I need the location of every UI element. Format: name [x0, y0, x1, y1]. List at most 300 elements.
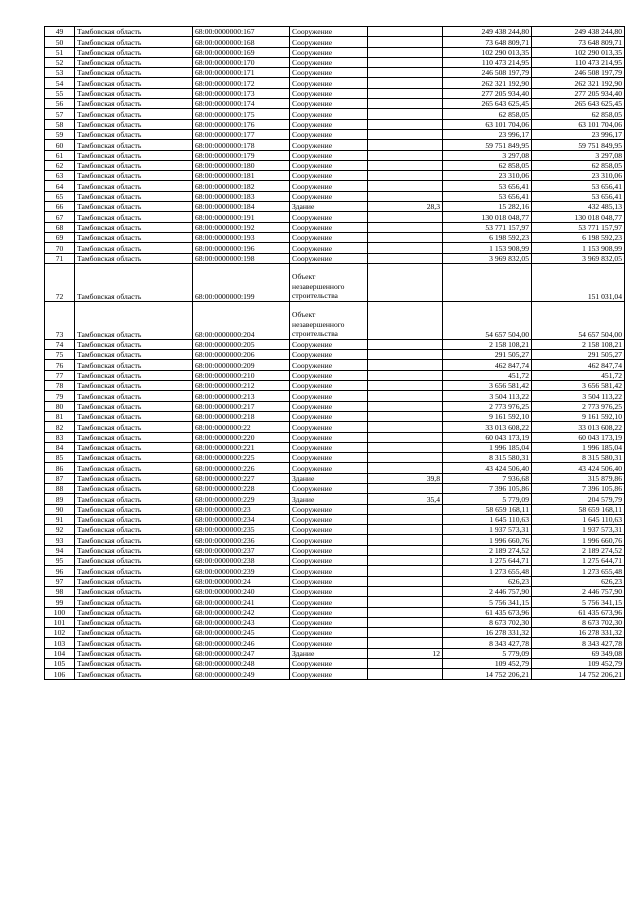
table-row: [45, 27, 625, 37]
region-cell: Тамбовская область: [75, 339, 193, 349]
value-cell: 2 189 274,52: [443, 545, 532, 555]
table-row: [45, 222, 625, 232]
area-cell: [368, 78, 443, 88]
region-cell: Тамбовская область: [75, 243, 193, 253]
region-cell: Тамбовская область: [75, 514, 193, 524]
table-row: [45, 669, 625, 679]
value-cell: 5 779,09: [443, 494, 532, 504]
object-type-cell: Сооружение: [290, 545, 368, 555]
table-row: [45, 181, 625, 191]
area-cell: [368, 638, 443, 648]
value-cell: 61 435 673,96: [443, 607, 532, 617]
total-cell: 62 858,05: [532, 109, 625, 119]
region-cell: Тамбовская область: [75, 576, 193, 586]
object-type-cell: Сооружение: [290, 232, 368, 242]
cadastral-number-cell: 68:00:0000000:217: [193, 401, 290, 411]
table-row: [45, 659, 625, 669]
region-cell: Тамбовская область: [75, 202, 193, 212]
cadastral-number-cell: 68:00:0000000:238: [193, 556, 290, 566]
region-cell: Тамбовская область: [75, 360, 193, 370]
row-number: 78: [45, 381, 75, 391]
row-number: 88: [45, 483, 75, 493]
area-cell: [368, 360, 443, 370]
area-cell: [368, 37, 443, 47]
cadastral-number-cell: 68:00:0000000:236: [193, 535, 290, 545]
cadastral-number-cell: 68:00:0000000:192: [193, 222, 290, 232]
cadastral-number-cell: 68:00:0000000:171: [193, 68, 290, 78]
table-row: [45, 576, 625, 586]
object-type-cell: Сооружение: [290, 27, 368, 37]
total-cell: 60 043 173,19: [532, 432, 625, 442]
object-type-cell: Сооружение: [290, 370, 368, 380]
value-cell: 1 996 185,04: [443, 442, 532, 452]
total-cell: 33 013 608,22: [532, 422, 625, 432]
total-cell: 204 579,79: [532, 494, 625, 504]
table-row: [45, 160, 625, 170]
cadastral-number-cell: 68:00:0000000:184: [193, 202, 290, 212]
object-type-cell: Сооружение: [290, 181, 368, 191]
total-cell: 265 643 625,45: [532, 99, 625, 109]
total-cell: 432 485,13: [532, 202, 625, 212]
table-row: [45, 535, 625, 545]
total-cell: 53 656,41: [532, 191, 625, 201]
area-cell: 39,8: [368, 473, 443, 483]
object-type-cell: Сооружение: [290, 109, 368, 119]
table-row: [45, 483, 625, 493]
table-row: [45, 401, 625, 411]
table-row: [45, 463, 625, 473]
area-cell: [368, 350, 443, 360]
area-cell: [368, 88, 443, 98]
total-cell: 462 847,74: [532, 360, 625, 370]
total-cell: 73 648 809,71: [532, 37, 625, 47]
table-row: [45, 556, 625, 566]
value-cell: 2 158 108,21: [443, 339, 532, 349]
region-cell: Тамбовская область: [75, 659, 193, 669]
value-cell: 277 205 934,40: [443, 88, 532, 98]
region-cell: Тамбовская область: [75, 638, 193, 648]
row-number: 63: [45, 171, 75, 181]
area-cell: [368, 47, 443, 57]
object-type-cell: Сооружение: [290, 253, 368, 263]
cadastral-number-cell: 68:00:0000000:182: [193, 181, 290, 191]
region-cell: Тамбовская область: [75, 586, 193, 596]
value-cell: 462 847,74: [443, 360, 532, 370]
area-cell: [368, 586, 443, 596]
table-row: [45, 150, 625, 160]
region-cell: Тамбовская область: [75, 432, 193, 442]
object-type-cell: Сооружение: [290, 222, 368, 232]
total-cell: 59 751 849,95: [532, 140, 625, 150]
object-type-cell: Сооружение: [290, 628, 368, 638]
object-type-cell: Сооружение: [290, 442, 368, 452]
region-cell: Тамбовская область: [75, 494, 193, 504]
area-cell: [368, 253, 443, 263]
table-row: [45, 514, 625, 524]
row-number: 101: [45, 617, 75, 627]
total-cell: 262 321 192,90: [532, 78, 625, 88]
total-cell: 3 297,08: [532, 150, 625, 160]
cadastral-number-cell: 68:00:0000000:170: [193, 57, 290, 67]
value-cell: 8 673 702,30: [443, 617, 532, 627]
value-cell: 262 321 192,90: [443, 78, 532, 88]
object-type-cell: Сооружение: [290, 514, 368, 524]
region-cell: Тамбовская область: [75, 181, 193, 191]
object-type-cell: Здание: [290, 494, 368, 504]
table-row: [45, 607, 625, 617]
row-number: 103: [45, 638, 75, 648]
value-cell: 23 310,06: [443, 171, 532, 181]
region-cell: Тамбовская область: [75, 483, 193, 493]
table-row: [45, 119, 625, 129]
total-cell: 8 343 427,78: [532, 638, 625, 648]
area-cell: [368, 150, 443, 160]
row-number: 90: [45, 504, 75, 514]
cadastral-number-cell: 68:00:0000000:246: [193, 638, 290, 648]
table-row: [45, 78, 625, 88]
row-number: 81: [45, 411, 75, 421]
row-number: 67: [45, 212, 75, 222]
region-cell: Тамбовская область: [75, 370, 193, 380]
table-row: [45, 617, 625, 627]
total-cell: 7 396 105,86: [532, 483, 625, 493]
value-cell: 53 656,41: [443, 181, 532, 191]
region-cell: Тамбовская область: [75, 401, 193, 411]
region-cell: Тамбовская область: [75, 422, 193, 432]
total-cell: 1 153 908,99: [532, 243, 625, 253]
table-row: [45, 504, 625, 514]
region-cell: Тамбовская область: [75, 648, 193, 658]
total-cell: 69 349,08: [532, 648, 625, 658]
total-cell: 1 645 110,63: [532, 514, 625, 524]
table-row: [45, 525, 625, 535]
region-cell: Тамбовская область: [75, 57, 193, 67]
row-number: 96: [45, 566, 75, 576]
cadastral-number-cell: 68:00:0000000:239: [193, 566, 290, 576]
region-cell: Тамбовская область: [75, 473, 193, 483]
row-number: 95: [45, 556, 75, 566]
row-number: 91: [45, 514, 75, 524]
object-type-cell: Сооружение: [290, 37, 368, 47]
area-cell: [368, 566, 443, 576]
cadastral-number-cell: 68:00:0000000:179: [193, 150, 290, 160]
area-cell: [368, 160, 443, 170]
cadastral-number-cell: 68:00:0000000:229: [193, 494, 290, 504]
region-cell: Тамбовская область: [75, 617, 193, 627]
table-row: [45, 586, 625, 596]
value-cell: 73 648 809,71: [443, 37, 532, 47]
cadastral-number-cell: 68:00:0000000:242: [193, 607, 290, 617]
total-cell: 249 438 244,80: [532, 27, 625, 37]
row-number: 57: [45, 109, 75, 119]
row-number: 86: [45, 463, 75, 473]
value-cell: 6 198 592,23: [443, 232, 532, 242]
cadastral-number-cell: 68:00:0000000:210: [193, 370, 290, 380]
row-number: 102: [45, 628, 75, 638]
area-cell: [368, 191, 443, 201]
object-type-cell: Сооружение: [290, 432, 368, 442]
cadastral-number-cell: 68:00:0000000:221: [193, 442, 290, 452]
object-type-cell: Сооружение: [290, 57, 368, 67]
cadastral-number-cell: 68:00:0000000:196: [193, 243, 290, 253]
total-cell: 315 879,86: [532, 473, 625, 483]
region-cell: Тамбовская область: [75, 253, 193, 263]
cadastral-number-cell: 68:00:0000000:228: [193, 483, 290, 493]
table-row: [45, 648, 625, 658]
value-cell: 3 969 832,05: [443, 253, 532, 263]
total-cell: 109 452,79: [532, 659, 625, 669]
table-row: [45, 494, 625, 504]
region-cell: Тамбовская область: [75, 411, 193, 421]
total-cell: 1 273 655,48: [532, 566, 625, 576]
table-row: [45, 171, 625, 181]
value-cell: 58 659 168,11: [443, 504, 532, 514]
object-type-cell: Сооружение: [290, 150, 368, 160]
total-cell: 8 315 580,31: [532, 453, 625, 463]
table-row: [45, 350, 625, 360]
table-row: [45, 129, 625, 139]
total-cell: 151 031,04: [532, 263, 625, 301]
object-type-cell: Сооружение: [290, 607, 368, 617]
property-registry-table: [44, 26, 625, 680]
total-cell: 8 673 702,30: [532, 617, 625, 627]
area-cell: [368, 556, 443, 566]
row-number: 104: [45, 648, 75, 658]
total-cell: 291 505,27: [532, 350, 625, 360]
row-number: 56: [45, 99, 75, 109]
region-cell: Тамбовская область: [75, 212, 193, 222]
row-number: 62: [45, 160, 75, 170]
region-cell: Тамбовская область: [75, 171, 193, 181]
total-cell: 16 278 331,32: [532, 628, 625, 638]
row-number: 97: [45, 576, 75, 586]
table-row: [45, 263, 625, 301]
row-number: 58: [45, 119, 75, 129]
object-type-cell: Сооружение: [290, 504, 368, 514]
table-row: [45, 140, 625, 150]
cadastral-number-cell: 68:00:0000000:168: [193, 37, 290, 47]
area-cell: [368, 212, 443, 222]
region-cell: Тамбовская область: [75, 301, 193, 339]
area-cell: [368, 391, 443, 401]
row-number: 52: [45, 57, 75, 67]
object-type-cell: Сооружение: [290, 586, 368, 596]
region-cell: Тамбовская область: [75, 628, 193, 638]
value-cell: 59 751 849,95: [443, 140, 532, 150]
cadastral-number-cell: 68:00:0000000:213: [193, 391, 290, 401]
area-cell: [368, 243, 443, 253]
area-cell: [368, 453, 443, 463]
area-cell: [368, 370, 443, 380]
value-cell: 60 043 173,19: [443, 432, 532, 442]
cadastral-number-cell: 68:00:0000000:209: [193, 360, 290, 370]
row-number: 49: [45, 27, 75, 37]
object-type-cell: Сооружение: [290, 556, 368, 566]
area-cell: [368, 628, 443, 638]
row-number: 76: [45, 360, 75, 370]
area-cell: [368, 535, 443, 545]
region-cell: Тамбовская область: [75, 78, 193, 88]
area-cell: [368, 57, 443, 67]
value-cell: 53 656,41: [443, 191, 532, 201]
value-cell: 14 752 206,21: [443, 669, 532, 679]
row-number: 93: [45, 535, 75, 545]
table-body: [45, 27, 625, 680]
row-number: 87: [45, 473, 75, 483]
row-number: 77: [45, 370, 75, 380]
area-cell: [368, 607, 443, 617]
row-number: 85: [45, 453, 75, 463]
table-row: [45, 638, 625, 648]
value-cell: 626,23: [443, 576, 532, 586]
object-type-cell: Здание: [290, 648, 368, 658]
value-cell: 3 504 113,22: [443, 391, 532, 401]
area-cell: [368, 504, 443, 514]
area-cell: [368, 401, 443, 411]
object-type-cell: Сооружение: [290, 88, 368, 98]
value-cell: 8 315 580,31: [443, 453, 532, 463]
row-number: 65: [45, 191, 75, 201]
region-cell: Тамбовская область: [75, 525, 193, 535]
total-cell: 43 424 506,40: [532, 463, 625, 473]
cadastral-number-cell: 68:00:0000000:177: [193, 129, 290, 139]
table-row: [45, 391, 625, 401]
area-cell: [368, 669, 443, 679]
object-type-cell: Сооружение: [290, 191, 368, 201]
cadastral-number-cell: 68:00:0000000:199: [193, 263, 290, 301]
cadastral-number-cell: 68:00:0000000:173: [193, 88, 290, 98]
value-cell: 1 275 644,71: [443, 556, 532, 566]
value-cell: 265 643 625,45: [443, 99, 532, 109]
table-row: [45, 545, 625, 555]
region-cell: Тамбовская область: [75, 463, 193, 473]
total-cell: 9 161 592,10: [532, 411, 625, 421]
area-cell: [368, 181, 443, 191]
cadastral-number-cell: 68:00:0000000:227: [193, 473, 290, 483]
total-cell: 2 189 274,52: [532, 545, 625, 555]
total-cell: 277 205 934,40: [532, 88, 625, 98]
total-cell: 58 659 168,11: [532, 504, 625, 514]
cadastral-number-cell: 68:00:0000000:206: [193, 350, 290, 360]
table-row: [45, 109, 625, 119]
total-cell: 3 504 113,22: [532, 391, 625, 401]
row-number: 51: [45, 47, 75, 57]
row-number: 94: [45, 545, 75, 555]
total-cell: 626,23: [532, 576, 625, 586]
area-cell: [368, 301, 443, 339]
total-cell: 130 018 048,77: [532, 212, 625, 222]
area-cell: [368, 232, 443, 242]
table-row: [45, 202, 625, 212]
value-cell: 1 645 110,63: [443, 514, 532, 524]
object-type-cell: Сооружение: [290, 47, 368, 57]
region-cell: Тамбовская область: [75, 140, 193, 150]
row-number: 99: [45, 597, 75, 607]
table-row: [45, 339, 625, 349]
cadastral-number-cell: 68:00:0000000:167: [193, 27, 290, 37]
area-cell: 28,3: [368, 202, 443, 212]
cadastral-number-cell: 68:00:0000000:234: [193, 514, 290, 524]
area-cell: [368, 545, 443, 555]
value-cell: 33 013 608,22: [443, 422, 532, 432]
area-cell: [368, 442, 443, 452]
table-row: [45, 597, 625, 607]
region-cell: Тамбовская область: [75, 535, 193, 545]
value-cell: 7 936,68: [443, 473, 532, 483]
row-number: 55: [45, 88, 75, 98]
row-number: 89: [45, 494, 75, 504]
total-cell: 54 657 504,00: [532, 301, 625, 339]
row-number: 71: [45, 253, 75, 263]
value-cell: 62 858,05: [443, 160, 532, 170]
row-number: 70: [45, 243, 75, 253]
area-cell: [368, 99, 443, 109]
table-row: [45, 381, 625, 391]
cadastral-number-cell: 68:00:0000000:183: [193, 191, 290, 201]
region-cell: Тамбовская область: [75, 88, 193, 98]
total-cell: 23 310,06: [532, 171, 625, 181]
value-cell: 15 282,16: [443, 202, 532, 212]
object-type-cell: Сооружение: [290, 339, 368, 349]
total-cell: 6 198 592,23: [532, 232, 625, 242]
total-cell: 1 996 660,76: [532, 535, 625, 545]
cadastral-number-cell: 68:00:0000000:241: [193, 597, 290, 607]
cadastral-number-cell: 68:00:0000000:205: [193, 339, 290, 349]
cadastral-number-cell: 68:00:0000000:193: [193, 232, 290, 242]
object-type-cell: Сооружение: [290, 360, 368, 370]
object-type-cell: Сооружение: [290, 535, 368, 545]
row-number: 66: [45, 202, 75, 212]
object-type-cell: Сооружение: [290, 99, 368, 109]
total-cell: 451,72: [532, 370, 625, 380]
cadastral-number-cell: 68:00:0000000:235: [193, 525, 290, 535]
object-type-cell: Сооружение: [290, 350, 368, 360]
region-cell: Тамбовская область: [75, 150, 193, 160]
value-cell: 16 278 331,32: [443, 628, 532, 638]
table-row: [45, 232, 625, 242]
table-row: [45, 422, 625, 432]
region-cell: Тамбовская область: [75, 381, 193, 391]
object-type-cell: Сооружение: [290, 483, 368, 493]
cadastral-number-cell: 68:00:0000000:226: [193, 463, 290, 473]
value-cell: 1 273 655,48: [443, 566, 532, 576]
total-cell: 63 101 704,06: [532, 119, 625, 129]
cadastral-number-cell: 68:00:0000000:191: [193, 212, 290, 222]
row-number: 69: [45, 232, 75, 242]
table-row: [45, 360, 625, 370]
cadastral-number-cell: 68:00:0000000:243: [193, 617, 290, 627]
total-cell: 110 473 214,95: [532, 57, 625, 67]
row-number: 54: [45, 78, 75, 88]
total-cell: 5 756 341,15: [532, 597, 625, 607]
total-cell: 62 858,05: [532, 160, 625, 170]
value-cell: 246 508 197,79: [443, 68, 532, 78]
value-cell: 3 297,08: [443, 150, 532, 160]
row-number: 80: [45, 401, 75, 411]
row-number: 98: [45, 586, 75, 596]
object-type-cell: Сооружение: [290, 576, 368, 586]
value-cell: [443, 263, 532, 301]
total-cell: 102 290 013,35: [532, 47, 625, 57]
region-cell: Тамбовская область: [75, 556, 193, 566]
region-cell: Тамбовская область: [75, 504, 193, 514]
row-number: 72: [45, 263, 75, 301]
cadastral-number-cell: 68:00:0000000:245: [193, 628, 290, 638]
table-row: [45, 57, 625, 67]
object-type-cell: Сооружение: [290, 243, 368, 253]
cadastral-number-cell: 68:00:0000000:212: [193, 381, 290, 391]
total-cell: 61 435 673,96: [532, 607, 625, 617]
